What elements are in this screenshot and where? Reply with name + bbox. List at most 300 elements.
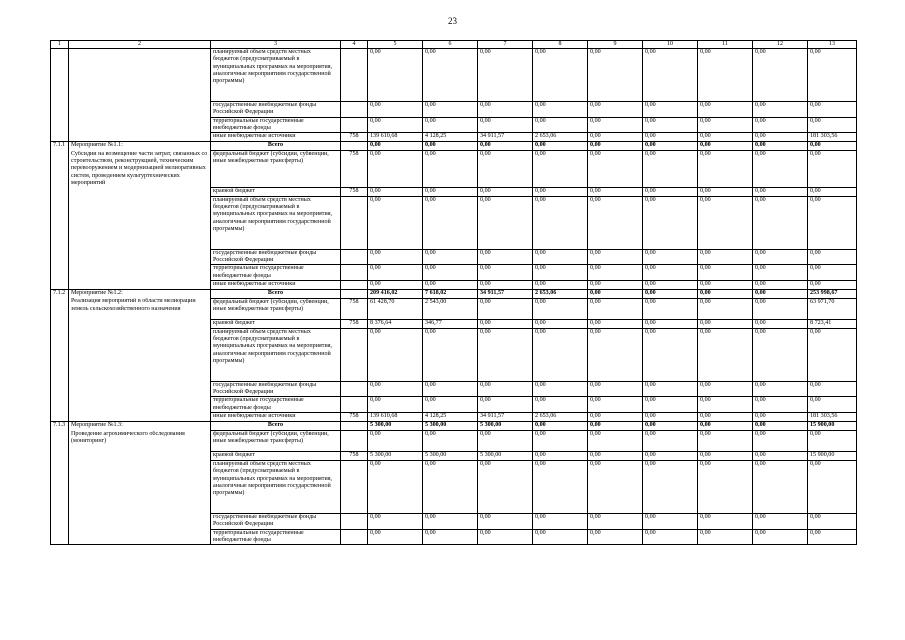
value-cell: 0,00: [643, 265, 698, 281]
row-id-cell: [51, 529, 69, 545]
value-cell: 2 543,00: [423, 298, 478, 319]
measure-name-cell: [69, 319, 211, 328]
value-cell: 34 911,57: [478, 133, 533, 142]
value-cell: 0,00: [698, 431, 753, 452]
row-id-cell: [51, 265, 69, 281]
value-cell: 61 428,70: [368, 298, 423, 319]
measure-name-cell: [69, 280, 211, 289]
code-cell: [341, 431, 368, 452]
value-cell: 0,00: [588, 413, 643, 422]
value-cell: 0,00: [753, 397, 808, 413]
row-id-cell: [51, 151, 69, 187]
value-cell: 0,00: [698, 151, 753, 187]
funding-source-cell: федеральный бюджет (субсидии, субвенции, иные межбюджетные трансферты): [211, 151, 341, 187]
value-cell: 0,00: [753, 133, 808, 142]
value-cell: 0,00: [533, 461, 588, 514]
value-cell: 0,00: [643, 49, 698, 102]
budget-table: [50, 40, 857, 545]
value-cell: 0,00: [478, 187, 533, 196]
funding-source-cell: государственные внебюджетные фонды Российской Федерации: [211, 514, 341, 530]
value-cell: 0,00: [698, 265, 753, 281]
value-cell: 346,77: [423, 319, 478, 328]
measure-name-cell: [69, 249, 211, 265]
value-cell: 0,00: [478, 142, 533, 151]
value-cell: 0,00: [533, 319, 588, 328]
header-cell: 12: [753, 41, 808, 49]
value-cell: 0,00: [423, 280, 478, 289]
value-cell: 0,00: [423, 431, 478, 452]
value-cell: 8 376,64: [368, 319, 423, 328]
table-row: [51, 187, 857, 196]
value-cell: 4 128,25: [423, 133, 478, 142]
value-cell: 0,00: [533, 249, 588, 265]
row-id-cell: 7.1.2: [51, 289, 69, 298]
value-cell: 0,00: [588, 249, 643, 265]
measure-name-cell: [69, 196, 211, 249]
funding-source-cell: краевой бюджет: [211, 319, 341, 328]
value-cell: 0,00: [808, 381, 857, 397]
value-cell: 0,00: [368, 196, 423, 249]
code-cell: [341, 102, 368, 118]
value-cell: 0,00: [478, 249, 533, 265]
value-cell: 0,00: [368, 431, 423, 452]
value-cell: 0,00: [588, 381, 643, 397]
measure-name-cell: [69, 265, 211, 281]
value-cell: 0,00: [368, 117, 423, 133]
value-cell: 0,00: [808, 117, 857, 133]
value-cell: 0,00: [698, 280, 753, 289]
value-cell: 0,00: [478, 328, 533, 381]
value-cell: 0,00: [808, 187, 857, 196]
value-cell: 0,00: [808, 196, 857, 249]
value-cell: 139 610,68: [368, 133, 423, 142]
value-cell: 0,00: [643, 319, 698, 328]
value-cell: 0,00: [643, 187, 698, 196]
row-id-cell: [51, 133, 69, 142]
value-cell: 0,00: [423, 529, 478, 545]
table-header-row: [51, 41, 857, 49]
value-cell: 0,00: [478, 265, 533, 281]
value-cell: 0,00: [808, 431, 857, 452]
value-cell: 0,00: [368, 280, 423, 289]
value-cell: 0,00: [533, 298, 588, 319]
value-cell: 0,00: [588, 196, 643, 249]
code-cell: [341, 514, 368, 530]
value-cell: 0,00: [588, 397, 643, 413]
row-id-cell: 7.1.3: [51, 422, 69, 431]
value-cell: 0,00: [423, 461, 478, 514]
header-cell: 10: [643, 41, 698, 49]
value-cell: 0,00: [753, 249, 808, 265]
measure-name-cell: Мероприятие №1.3:: [69, 422, 211, 431]
measure-name-cell: Реализация мероприятий в области мелиорации земель сельскохозяйственного назначения: [69, 298, 211, 319]
value-cell: 0,00: [368, 249, 423, 265]
value-cell: 15 900,00: [808, 422, 857, 431]
value-cell: 0,00: [808, 249, 857, 265]
measure-name-cell: [69, 187, 211, 196]
header-cell: 8: [533, 41, 588, 49]
table-row: [51, 319, 857, 328]
value-cell: 0,00: [588, 280, 643, 289]
row-id-cell: [51, 397, 69, 413]
row-id-cell: [51, 328, 69, 381]
header-cell: 11: [698, 41, 753, 49]
value-cell: 5 300,00: [423, 422, 478, 431]
table-row: [51, 265, 857, 281]
code-cell: 758: [341, 298, 368, 319]
value-cell: 0,00: [368, 328, 423, 381]
value-cell: 0,00: [808, 280, 857, 289]
value-cell: 0,00: [423, 102, 478, 118]
table-row: [51, 280, 857, 289]
total-label-cell: Всего: [211, 289, 341, 298]
value-cell: 5 300,00: [478, 422, 533, 431]
value-cell: 5 300,00: [368, 452, 423, 461]
value-cell: 0,00: [588, 133, 643, 142]
value-cell: 2 653,06: [533, 133, 588, 142]
value-cell: 0,00: [698, 452, 753, 461]
funding-source-cell: федеральный бюджет (субсидии, субвенции, иные межбюджетные трансферты): [211, 431, 341, 452]
row-id-cell: [51, 102, 69, 118]
value-cell: 0,00: [478, 298, 533, 319]
value-cell: 0,00: [808, 461, 857, 514]
value-cell: 0,00: [423, 151, 478, 187]
value-cell: 0,00: [753, 289, 808, 298]
value-cell: 0,00: [643, 298, 698, 319]
value-cell: 0,00: [698, 397, 753, 413]
value-cell: 0,00: [478, 514, 533, 530]
value-cell: 0,00: [533, 381, 588, 397]
row-id-cell: [51, 249, 69, 265]
value-cell: 0,00: [588, 461, 643, 514]
code-cell: 758: [341, 187, 368, 196]
value-cell: 0,00: [533, 514, 588, 530]
value-cell: 63 971,70: [808, 298, 857, 319]
value-cell: 0,00: [423, 265, 478, 281]
value-cell: 0,00: [533, 187, 588, 196]
value-cell: 0,00: [478, 431, 533, 452]
value-cell: 0,00: [588, 49, 643, 102]
value-cell: 0,00: [698, 461, 753, 514]
value-cell: 0,00: [698, 298, 753, 319]
value-cell: 0,00: [478, 529, 533, 545]
row-id-cell: [51, 49, 69, 102]
value-cell: 0,00: [808, 265, 857, 281]
value-cell: 0,00: [753, 328, 808, 381]
value-cell: 0,00: [698, 187, 753, 196]
measure-name-cell: Субсидии на возмещение части затрат, связанных со строительством, реконструкцией, техническим перевооружением и модернизацией мелиоративных систем, проведением культуртехнических мероприятий: [69, 151, 211, 187]
value-cell: 0,00: [643, 328, 698, 381]
value-cell: 0,00: [423, 514, 478, 530]
value-cell: 0,00: [643, 142, 698, 151]
table-row: [51, 413, 857, 422]
value-cell: 0,00: [368, 529, 423, 545]
table-row: [51, 328, 857, 381]
measure-name-cell: [69, 381, 211, 397]
funding-source-cell: иные внебюджетные источники: [211, 133, 341, 142]
value-cell: 0,00: [698, 328, 753, 381]
value-cell: 0,00: [423, 49, 478, 102]
table-row: [51, 298, 857, 319]
value-cell: 0,00: [698, 381, 753, 397]
code-cell: [341, 117, 368, 133]
value-cell: 0,00: [423, 142, 478, 151]
funding-source-cell: планируемый объем средств местных бюджетов (предусматриваемый в муниципальных программах на мероприятия, аналогичные мероприятиям государственной программы): [211, 461, 341, 514]
value-cell: 0,00: [643, 280, 698, 289]
code-cell: [341, 249, 368, 265]
value-cell: 0,00: [588, 514, 643, 530]
funding-source-cell: территориальные государственные внебюджетные фонды: [211, 265, 341, 281]
value-cell: 0,00: [753, 381, 808, 397]
value-cell: 0,00: [753, 529, 808, 545]
value-cell: 0,00: [698, 529, 753, 545]
table-row: [51, 431, 857, 452]
funding-source-cell: государственные внебюджетные фонды Российской Федерации: [211, 249, 341, 265]
value-cell: 0,00: [478, 102, 533, 118]
value-cell: 0,00: [808, 397, 857, 413]
row-id-cell: [51, 117, 69, 133]
code-cell: 758: [341, 413, 368, 422]
funding-source-cell: планируемый объем средств местных бюджетов (предусматриваемый в муниципальных программах на мероприятия, аналогичные мероприятиям государственной программы): [211, 328, 341, 381]
value-cell: 0,00: [588, 265, 643, 281]
value-cell: 0,00: [698, 249, 753, 265]
table-row: [51, 196, 857, 249]
value-cell: 0,00: [753, 142, 808, 151]
value-cell: 0,00: [753, 49, 808, 102]
value-cell: 0,00: [588, 102, 643, 118]
code-cell: [341, 461, 368, 514]
value-cell: 253 998,67: [808, 289, 857, 298]
value-cell: 0,00: [643, 461, 698, 514]
funding-source-cell: иные внебюджетные источники: [211, 280, 341, 289]
code-cell: [341, 529, 368, 545]
header-cell: 13: [808, 41, 857, 49]
value-cell: 0,00: [643, 422, 698, 431]
value-cell: 0,00: [478, 151, 533, 187]
table-row: [51, 49, 857, 102]
table-row: [51, 289, 857, 298]
funding-source-cell: территориальные государственные внебюджетные фонды: [211, 529, 341, 545]
row-id-cell: [51, 381, 69, 397]
header-cell: 7: [478, 41, 533, 49]
code-cell: 758: [341, 151, 368, 187]
value-cell: 0,00: [478, 319, 533, 328]
funding-source-cell: федеральный бюджет (субсидии, субвенции, иные межбюджетные трансферты): [211, 298, 341, 319]
value-cell: 0,00: [698, 514, 753, 530]
row-id-cell: [51, 413, 69, 422]
measure-name-cell: [69, 413, 211, 422]
table-row: [51, 102, 857, 118]
measure-name-cell: Мероприятие №1.1:: [69, 142, 211, 151]
value-cell: 0,00: [423, 187, 478, 196]
value-cell: 0,00: [588, 298, 643, 319]
value-cell: 0,00: [753, 431, 808, 452]
measure-name-cell: [69, 529, 211, 545]
value-cell: 0,00: [368, 265, 423, 281]
code-cell: [341, 196, 368, 249]
value-cell: 0,00: [698, 422, 753, 431]
code-cell: [341, 49, 368, 102]
measure-name-cell: [69, 514, 211, 530]
value-cell: 0,00: [533, 151, 588, 187]
value-cell: 0,00: [368, 142, 423, 151]
row-id-cell: [51, 298, 69, 319]
code-cell: [341, 289, 368, 298]
row-id-cell: [51, 452, 69, 461]
value-cell: 0,00: [588, 187, 643, 196]
code-cell: [341, 265, 368, 281]
code-cell: [341, 142, 368, 151]
table-row: [51, 133, 857, 142]
value-cell: 0,00: [588, 289, 643, 298]
value-cell: 0,00: [368, 397, 423, 413]
value-cell: 0,00: [753, 187, 808, 196]
value-cell: 0,00: [643, 381, 698, 397]
value-cell: 0,00: [808, 49, 857, 102]
funding-source-cell: государственные внебюджетные фонды Российской Федерации: [211, 102, 341, 118]
measure-name-cell: Проведение агрохимического обследования (мониторинг): [69, 431, 211, 452]
value-cell: 5 300,00: [423, 452, 478, 461]
code-cell: [341, 381, 368, 397]
table-row: [51, 397, 857, 413]
table-row: [51, 514, 857, 530]
measure-name-cell: [69, 328, 211, 381]
row-id-cell: [51, 319, 69, 328]
value-cell: 0,00: [698, 133, 753, 142]
value-cell: 0,00: [368, 151, 423, 187]
value-cell: 0,00: [808, 328, 857, 381]
value-cell: 0,00: [533, 397, 588, 413]
value-cell: 5 300,00: [368, 422, 423, 431]
value-cell: 0,00: [588, 422, 643, 431]
value-cell: 0,00: [753, 102, 808, 118]
value-cell: 0,00: [698, 117, 753, 133]
value-cell: 0,00: [478, 49, 533, 102]
value-cell: 0,00: [533, 265, 588, 281]
header-cell: 3: [211, 41, 341, 49]
page-number: 23: [448, 16, 457, 26]
row-id-cell: [51, 514, 69, 530]
measure-name-cell: Мероприятие №1.2:: [69, 289, 211, 298]
value-cell: 0,00: [753, 452, 808, 461]
value-cell: 0,00: [533, 529, 588, 545]
funding-source-cell: краевой бюджет: [211, 187, 341, 196]
header-cell: 1: [51, 41, 69, 49]
value-cell: 0,00: [533, 49, 588, 102]
value-cell: 0,00: [753, 117, 808, 133]
code-cell: [341, 422, 368, 431]
code-cell: [341, 328, 368, 381]
header-cell: 9: [588, 41, 643, 49]
value-cell: 7 618,02: [423, 289, 478, 298]
value-cell: 0,00: [478, 117, 533, 133]
value-cell: 0,00: [588, 328, 643, 381]
measure-name-cell: [69, 133, 211, 142]
measure-name-cell: [69, 49, 211, 102]
value-cell: 0,00: [698, 102, 753, 118]
code-cell: 758: [341, 452, 368, 461]
table-row: [51, 117, 857, 133]
value-cell: 0,00: [698, 142, 753, 151]
value-cell: 139 610,68: [368, 413, 423, 422]
value-cell: 0,00: [643, 529, 698, 545]
value-cell: 4 128,25: [423, 413, 478, 422]
value-cell: 209 416,02: [368, 289, 423, 298]
value-cell: 0,00: [753, 196, 808, 249]
value-cell: 0,00: [368, 381, 423, 397]
header-cell: 5: [368, 41, 423, 49]
header-cell: 4: [341, 41, 368, 49]
header-cell: 2: [69, 41, 211, 49]
code-cell: [341, 280, 368, 289]
value-cell: 5 300,00: [478, 452, 533, 461]
value-cell: 0,00: [753, 461, 808, 514]
value-cell: 0,00: [478, 280, 533, 289]
value-cell: 0,00: [588, 142, 643, 151]
row-id-cell: [51, 187, 69, 196]
table-row: [51, 461, 857, 514]
value-cell: 0,00: [698, 196, 753, 249]
table-row: [51, 422, 857, 431]
value-cell: 0,00: [643, 289, 698, 298]
value-cell: 0,00: [698, 319, 753, 328]
value-cell: 0,00: [753, 298, 808, 319]
value-cell: 0,00: [423, 249, 478, 265]
value-cell: 2 653,06: [533, 289, 588, 298]
value-cell: 0,00: [753, 151, 808, 187]
value-cell: 0,00: [588, 117, 643, 133]
value-cell: 0,00: [588, 319, 643, 328]
value-cell: 0,00: [808, 102, 857, 118]
value-cell: 0,00: [588, 431, 643, 452]
value-cell: 0,00: [478, 196, 533, 249]
value-cell: 0,00: [533, 142, 588, 151]
value-cell: 0,00: [643, 249, 698, 265]
value-cell: 0,00: [643, 413, 698, 422]
value-cell: 0,00: [478, 461, 533, 514]
value-cell: 0,00: [643, 397, 698, 413]
row-id-cell: 7.1.1: [51, 142, 69, 151]
row-id-cell: [51, 431, 69, 452]
value-cell: 0,00: [588, 529, 643, 545]
value-cell: 0,00: [698, 289, 753, 298]
value-cell: 0,00: [478, 397, 533, 413]
total-label-cell: Всего: [211, 142, 341, 151]
value-cell: 0,00: [753, 514, 808, 530]
funding-source-cell: планируемый объем средств местных бюджетов (предусматриваемый в муниципальных программах на мероприятия, аналогичные мероприятиям государственной программы): [211, 49, 341, 102]
value-cell: 0,00: [423, 397, 478, 413]
funding-source-cell: территориальные государственные внебюджетные фонды: [211, 397, 341, 413]
funding-source-cell: краевой бюджет: [211, 452, 341, 461]
value-cell: 0,00: [588, 452, 643, 461]
value-cell: 0,00: [643, 151, 698, 187]
value-cell: 0,00: [368, 102, 423, 118]
value-cell: 0,00: [533, 117, 588, 133]
total-label-cell: Всего: [211, 422, 341, 431]
measure-name-cell: [69, 452, 211, 461]
code-cell: 758: [341, 133, 368, 142]
value-cell: 0,00: [533, 196, 588, 249]
value-cell: 0,00: [753, 413, 808, 422]
value-cell: 0,00: [643, 133, 698, 142]
value-cell: 0,00: [643, 196, 698, 249]
table-row: [51, 142, 857, 151]
header-cell: 6: [423, 41, 478, 49]
value-cell: 0,00: [808, 514, 857, 530]
value-cell: 0,00: [753, 422, 808, 431]
table-row: [51, 151, 857, 187]
value-cell: 15 900,00: [808, 452, 857, 461]
